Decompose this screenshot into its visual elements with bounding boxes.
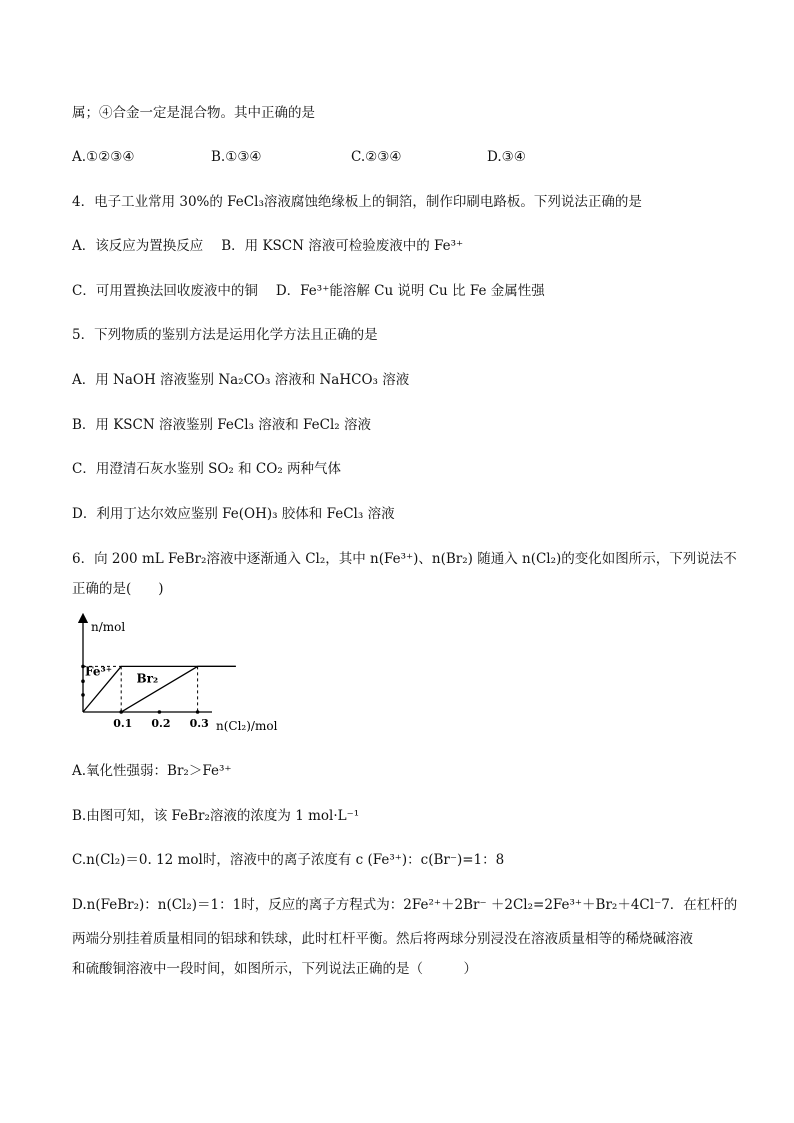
q7-line3: 和硫酸铜溶液中一段时间，如图所示，下列说法正确的是（ ） [72,961,477,977]
q5-option-b: B．用 KSCN 溶液鉴别 FeCl₃ 溶液和 FeCl₂ 溶液 [72,417,371,433]
x-tick-label-0.2: 0.2 [151,717,171,730]
y-tick-dot-2 [81,665,85,669]
q6-option-b: B.由图可知，该 FeBr₂溶液的浓度为 1 mol·L⁻¹ [72,808,360,824]
q5-stem: 5．下列物质的鉴别方法是运用化学方法且正确的是 [72,327,378,343]
x-tick-dot-0.3 [196,710,200,714]
q3-option-c: C.②③④ [351,149,402,165]
q6-option-c: C.n(Cl₂)＝0. 12 mol时，溶液中的离子浓度有 c (Fe³⁺)：c(Br⁻)=1：8 [72,852,505,868]
y-tick-dot-0 [81,693,85,697]
q4-stem: 4．电子工业常用 30%的 FeCl₃溶液腐蚀绝缘板上的铜箔，制作印刷电路板。下列说法正确的是 [72,194,642,210]
q3-option-d: D.③④ [487,149,526,165]
q4-options-ab [72,237,463,255]
q7-line2: 两端分别挂着质量相同的铝球和铁球，此时杠杆平衡。然后将两球分别浸没在溶液质量相等的稀烧碱溶液 [72,931,693,947]
q5-option-d: D．利用丁达尔效应鉴别 Fe(OH)₃ 胶体和 FeCl₃ 溶液 [72,506,395,522]
x-tick-dot-0.1 [119,710,123,714]
q3-option-a: A.①②③④ [72,149,135,165]
q4-options-cd [72,282,545,300]
x-axis-label: n(Cl₂)/mol [216,719,278,733]
q6-option-d: D.n(FeBr₂)：n(Cl₂)＝1：1时，反应的离子方程式为：2Fe²⁺＋2Br⁻ ＋2Cl₂=2Fe³⁺＋Br₂＋4Cl⁻7．在杠杆的 [72,897,738,913]
q6-stem-line2: 正确的是( ) [72,581,164,597]
q3-tail: 属；④合金一定是混合物。其中正确的是 [72,105,315,121]
q5-option-c: C．用澄清石灰水鉴别 SO₂ 和 CO₂ 两种气体 [72,461,342,477]
q3-option-b: B.①③④ [211,149,262,165]
q4-option-d: D．Fe³⁺能溶解 Cu 说明 Cu 比 Fe 金属性强 [275,283,545,299]
series-label-br2: Br₂ [136,671,159,686]
x-tick-label-0.3: 0.3 [189,717,209,730]
q6-option-a: A.氧化性强弱：Br₂＞Fe³⁺ [72,763,232,779]
q3-options [72,148,526,166]
y-axis-label: n/mol [91,620,126,634]
x-tick-label-0.1: 0.1 [113,717,133,730]
y-tick-dot-1 [81,679,85,683]
q4-option-c: C．可用置换法回收废液中的铜 [72,283,258,299]
q4-option-a: A．该反应为置换反应 [72,238,204,254]
q4-option-b: B．用 KSCN 溶液可检验废液中的 Fe³⁺ [221,238,464,254]
q5-option-a: A．用 NaOH 溶液鉴别 Na₂CO₃ 溶液和 NaHCO₃ 溶液 [72,372,410,388]
q6-stem-line1: 6．向 200 mL FeBr₂溶液中逐渐通入 Cl₂，其中 n(Fe³⁺)、n(Br₂) 随通入 n(Cl₂)的变化如图所示，下列说法不 [72,551,737,567]
series-label-fe3: Fe³⁺ [85,664,113,679]
x-tick-dot-0.2 [158,710,162,714]
q6-chart [60,612,290,737]
